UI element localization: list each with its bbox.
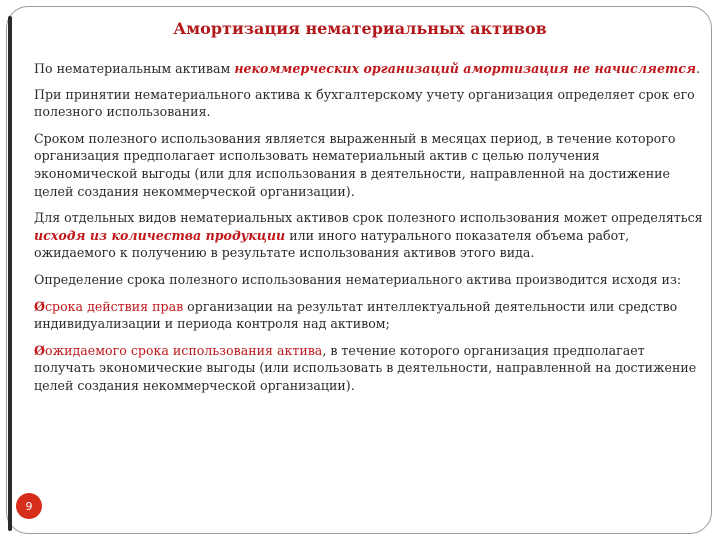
arrow-bullet-icon: Ø [34,342,45,358]
paragraph-4-end: или иного натурального показателя объема работ, ожидаемого к получению в результате использования активов этого вида. [34,227,630,261]
paragraph-5: Определение срока полезного использования нематериального актива производится исходя из: [34,271,682,287]
bullet-item-2-emphasis: ожидаемого срока использования актива [44,342,323,358]
paragraph-1-text: По нематериальным активам [34,61,235,76]
paragraph-1 [34,60,706,78]
paragraph-4-emphasis: исходя из количества продукции [34,227,286,243]
slide-content [34,60,706,395]
bullet-item-1-emphasis: срока действия прав [44,298,184,314]
paragraph-4-text: Для отдельных видов нематериальных активов срок полезного использования может определяться [34,210,703,226]
bullet-item-2 [34,342,706,395]
arrow-bullet-icon: Ø [34,298,45,314]
page-number-badge: 9 [16,493,42,519]
paragraph-1-emphasis: некоммерческих организаций амортизация не начисляется [234,61,696,76]
paragraph-2: При принятии нематериального актива к бухгалтерскому учету организация определяет срок его полезного использования. [34,86,695,120]
bullet-item-2-text: , в течение которого организация предполагает получать экономические выгоды (или использовать в деятельности, направленной на достижение целей создания некоммерческой организации). [34,342,697,393]
paragraph-1-end: . [695,61,700,76]
paragraph-3: Сроком полезного использования является выраженный в месяцах период, в течение которого организация предполагает использовать нематериальный актив с целью получения экономической выгоды (или для использования в деятельности, направленной на достижение целей создания некоммерческой организации). [34,130,676,199]
left-accent-rule [8,16,12,531]
slide-title: Амортизация нематериальных активов [173,19,547,38]
bullet-item-1 [34,298,706,333]
paragraph-4 [34,209,706,262]
bullet-item-1-text: организации на результат интеллектуальной деятельности или средство индивидуализации и периода контроля над активом; [34,298,678,332]
